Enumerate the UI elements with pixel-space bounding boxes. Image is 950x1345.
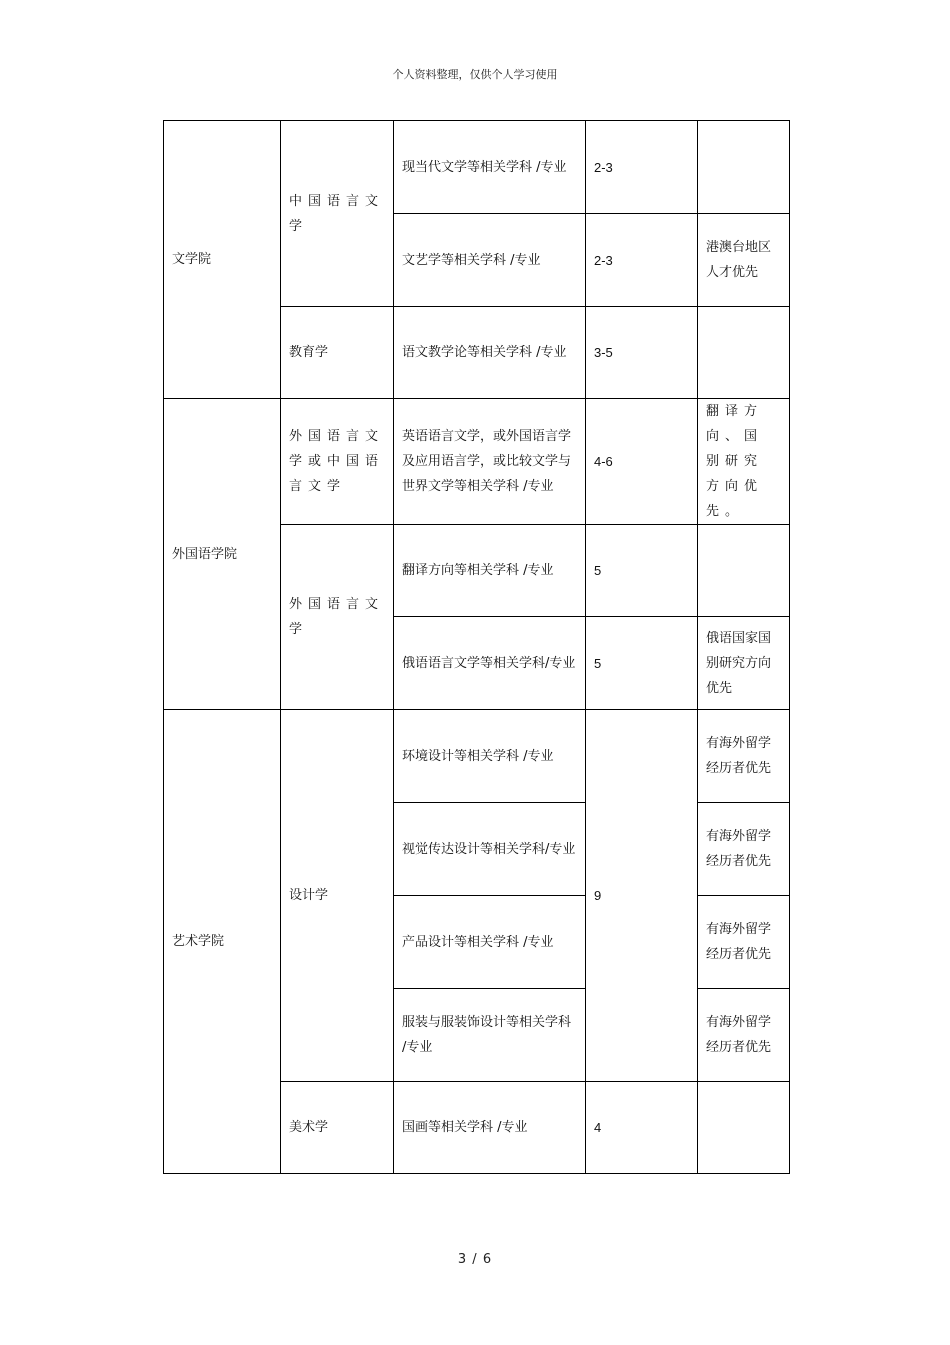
major-cell: 环境设计等相关学科 /专业 (394, 710, 586, 803)
major-cell: 俄语语言文学等相关学科/专业 (394, 617, 586, 710)
note-cell: 有海外留学经历者优先 (698, 710, 790, 803)
major-cell: 语文教学论等相关学科 /专业 (394, 307, 586, 399)
major-cell: 视觉传达设计等相关学科/专业 (394, 803, 586, 896)
recruitment-table (163, 120, 790, 1174)
major-cell: 英语语言文学，或外国语言学及应用语言学，或比较文学与世界文学等相关学科 /专业 (394, 399, 586, 525)
note-cell: 有海外留学经历者优先 (698, 896, 790, 989)
discipline-cell: 设计学 (281, 710, 394, 1082)
discipline-cell: 外国语言文学或中国语言文学 (281, 399, 394, 525)
count-cell: 4 (586, 1082, 698, 1174)
page-header: 个人资料整理，仅供个人学习使用 (392, 68, 558, 81)
note-cell (698, 121, 790, 214)
discipline-cell: 教育学 (281, 307, 394, 399)
count-cell: 3-5 (586, 307, 698, 399)
college-cell: 文学院 (164, 121, 281, 399)
table-row (164, 710, 790, 803)
table-row (164, 399, 790, 525)
note-cell (698, 307, 790, 399)
major-cell: 现当代文学等相关学科 /专业 (394, 121, 586, 214)
note-cell: 翻译方向、国别研究方向优先。 (698, 399, 790, 525)
major-cell: 国画等相关学科 /专业 (394, 1082, 586, 1174)
major-cell: 翻译方向等相关学科 /专业 (394, 525, 586, 617)
count-cell: 5 (586, 525, 698, 617)
major-cell: 服装与服装饰设计等相关学科 /专业 (394, 989, 586, 1082)
college-cell: 外国语学院 (164, 399, 281, 710)
count-cell: 9 (586, 710, 698, 1082)
note-cell: 港澳台地区人才优先 (698, 214, 790, 307)
major-cell: 文艺学等相关学科 /专业 (394, 214, 586, 307)
count-cell: 2-3 (586, 214, 698, 307)
note-cell: 俄语国家国别研究方向优先 (698, 617, 790, 710)
note-cell: 有海外留学经历者优先 (698, 803, 790, 896)
discipline-cell: 中国语言文学 (281, 121, 394, 307)
discipline-cell: 美术学 (281, 1082, 394, 1174)
note-cell (698, 1082, 790, 1174)
page-number: 3 / 6 (457, 1252, 493, 1267)
table-row (164, 121, 790, 214)
major-cell: 产品设计等相关学科 /专业 (394, 896, 586, 989)
note-cell (698, 525, 790, 617)
note-cell: 有海外留学经历者优先 (698, 989, 790, 1082)
count-cell: 4-6 (586, 399, 698, 525)
count-cell: 2-3 (586, 121, 698, 214)
college-cell: 艺术学院 (164, 710, 281, 1174)
count-cell: 5 (586, 617, 698, 710)
discipline-cell: 外国语言文学 (281, 525, 394, 710)
